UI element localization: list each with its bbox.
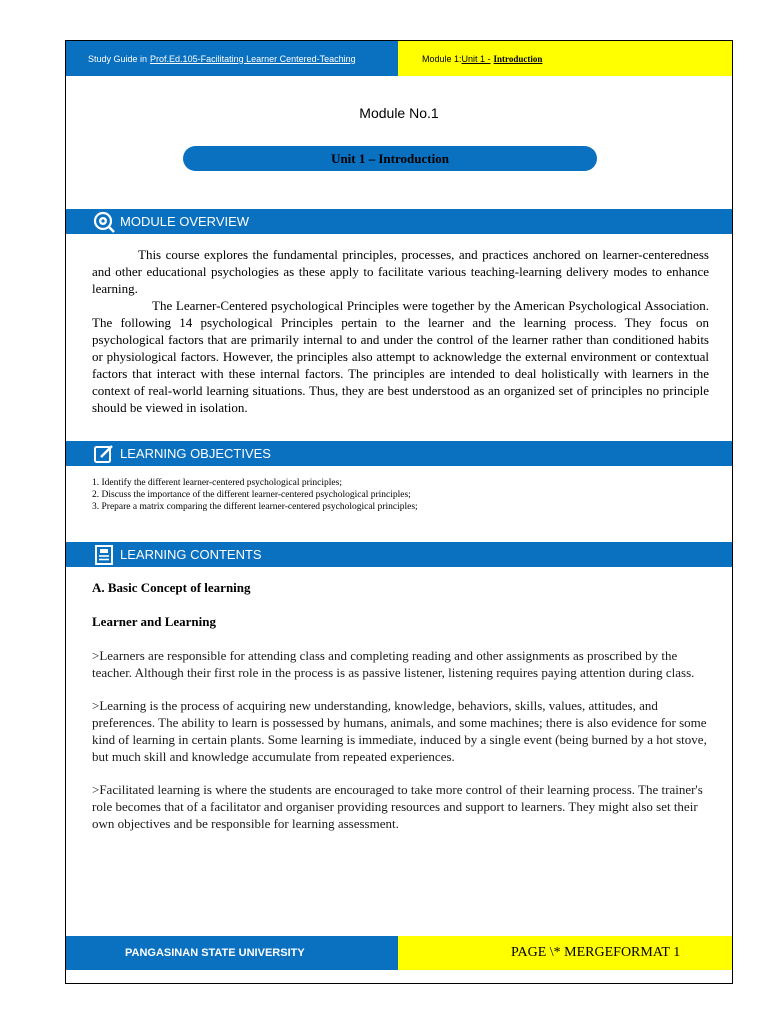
section-heading-b: Learner and Learning bbox=[92, 614, 216, 629]
overview-paragraph: The Learner-Centered psychological Principles were together by the American Psychological Association. The following 14 psychological Principles pertain to the learner and the learning process. They focus on psychological factors that are primarily internal to and under the control of the learner rather than conditioned habits or physiological factors. However, the principles also attempt to acknowledge the external environment or contextual factors that interact with these internal factors. The principles are intended to deal holistically with learners in the context of real-world learning situations. Thus, they are best understood as an organized set of principles no principle should be viewed in isolation. bbox=[92, 298, 709, 415]
document-page bbox=[65, 40, 733, 984]
objective-item: 2. Discuss the importance of the different learner-centered psychological principles; bbox=[92, 490, 411, 500]
header-module-title: Introduction bbox=[493, 53, 543, 64]
module-overview-body bbox=[92, 246, 709, 416]
content-paragraph: >Learners are responsible for attending class and completing reading and other assignments as proscribed by the teacher. Although their first role in the process is as passive listener, listening requires paying attention during class. bbox=[92, 648, 695, 680]
header-module-block bbox=[398, 41, 732, 76]
module-overview-title: MODULE OVERVIEW bbox=[120, 214, 250, 229]
edit-icon bbox=[93, 443, 115, 465]
gear-magnifier-icon bbox=[93, 211, 115, 233]
overview-paragraph: This course explores the fundamental principles, processes, and practices anchored on learner-centeredness and other educational psychologies as these apply to facilitate various teaching-learning delivery modes to enhance learning. bbox=[92, 247, 709, 296]
module-overview-bar bbox=[66, 209, 732, 234]
objective-item: 1. Identify the different learner-centered psychological principles; bbox=[92, 478, 342, 488]
content-paragraph: >Facilitated learning is where the students are encouraged to take more control of their learning process. The trainer's role becomes that of a facilitator and organiser providing resources and support to learners. They might also set their own objectives and be responsible for learning assessment. bbox=[92, 782, 703, 831]
header-prefix: Study Guide in bbox=[88, 53, 148, 64]
objectives-list bbox=[92, 477, 709, 513]
footer-university: PANGASINAN STATE UNIVERSITY bbox=[66, 936, 398, 970]
module-number: Module No.1 bbox=[359, 105, 439, 121]
content-paragraph: >Learning is the process of acquiring new understanding, knowledge, behaviors, skills, values, attitudes, and preferences. The ability to learn is possessed by humans, animals, and some machines; there is also evidence for some kind of learning in certain plants. Some learning is immediate, induced by a single event (being burned by a hot stove, but much skill and knowledge accumulate from repeated experiences. bbox=[92, 698, 707, 764]
objective-item: 3. Prepare a matrix comparing the different learner-centered psychological principles; bbox=[92, 502, 418, 512]
footer-page-field: PAGE \* MERGEFORMAT 1 bbox=[398, 936, 732, 970]
learning-contents-body bbox=[92, 579, 709, 832]
learning-contents-title: LEARNING CONTENTS bbox=[120, 547, 262, 562]
unit-title-banner: Unit 1 – Introduction bbox=[183, 146, 597, 171]
learning-contents-bar bbox=[66, 542, 732, 567]
header-module-prefix: Module 1: bbox=[422, 53, 462, 64]
header-course-link[interactable]: Prof.Ed.105-Facilitating Learner Centered-Teaching bbox=[150, 53, 356, 64]
learning-objectives-title: LEARNING OBJECTIVES bbox=[120, 446, 271, 461]
section-heading-a: A. Basic Concept of learning bbox=[92, 580, 251, 595]
header-course-block bbox=[66, 41, 398, 76]
header-unit-label: Unit 1 - bbox=[461, 53, 491, 64]
page-header bbox=[66, 41, 732, 76]
document-icon bbox=[93, 544, 115, 566]
learning-objectives-bar bbox=[66, 441, 732, 466]
